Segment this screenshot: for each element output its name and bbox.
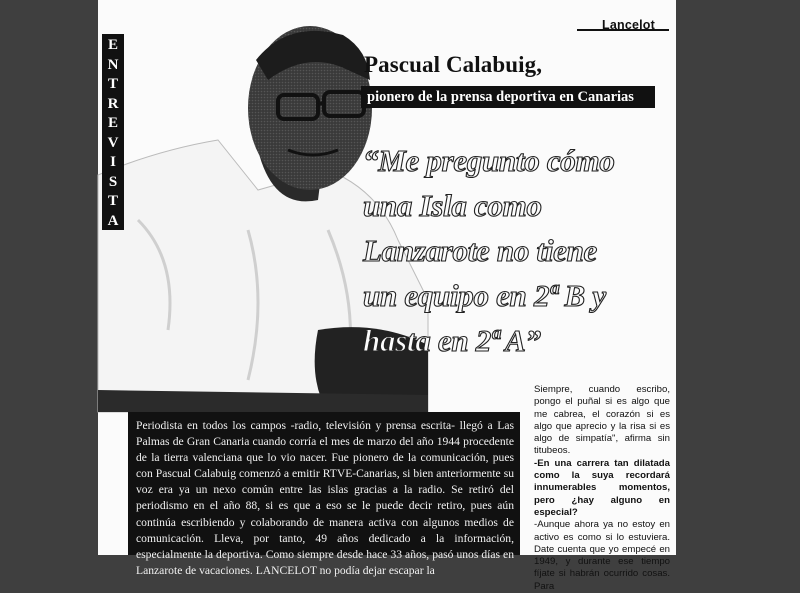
quote-line: un equipo en 2ª B y bbox=[363, 278, 606, 313]
quote-line: hasta en 2ª A” bbox=[363, 323, 541, 358]
section-tag-letter: R bbox=[107, 95, 119, 112]
magazine-page bbox=[98, 0, 676, 592]
quote-line: Lanzarote no tiene bbox=[363, 233, 598, 268]
pull-quote bbox=[363, 138, 663, 363]
section-tag-letter: S bbox=[108, 173, 118, 190]
body-paragraph: -Aunque ahora ya no estoy en activo es como si lo estuviera. Date cuenta que yo empecé en 1949, y durante ese tiempo fíjate si habrán ocurrido cosas. Para bbox=[534, 519, 670, 592]
section-tag-letter: N bbox=[107, 56, 119, 73]
interview-question: -En una carrera tan dilatada como la suya recordará innumerables momentos, pero ¿hay alguno en especial? bbox=[534, 457, 670, 518]
magazine-name: Lancelot bbox=[602, 18, 655, 32]
section-tag-letter: E bbox=[107, 37, 118, 53]
section-tag-letter: T bbox=[107, 76, 118, 92]
quote-line: “Me pregunto cómo bbox=[363, 143, 615, 178]
intro-box bbox=[128, 412, 520, 577]
section-tag-letter: I bbox=[110, 154, 116, 170]
quote-line: una Isla como bbox=[363, 188, 542, 223]
intro-text: Periodista en todos los campos -radio, televisión y prensa escrita- llegó a Las Palmas de Gran Canaria cuando corría el mes de marzo del año 1944 procedente de la tierra valenciana que lo vio nacer. Fue pionero de la comunicación, pues con Pascual Calabuig comenzó a emitir RTVE-Canarias, si bien anteriormente su voz era ya un nexo común entre las islas gracias a la radio. Se retiró del periodismo en el año 88, si es que a eso se le puede decir retiro, pues aún continúa escribiendo y colaborando de manera activa con algunos medios de comunicación. Lleva, por tanto, 49 años dedicado a la información, especialmente la deportiva. Como siempre desde hace 33 años, pasó unos días en Lanzarote de vacaciones. LANCELOT no podía dejar escapar la bbox=[136, 419, 514, 577]
section-tag-letter: A bbox=[107, 212, 119, 229]
headline-name: Pascual Calabuig, bbox=[364, 52, 543, 77]
body-column-right bbox=[534, 384, 670, 593]
body-paragraph: Siempre, cuando escribo, pongo el puñal si es algo que me cabrea, el corazón si es algo que aprecio y la risa si es algo de simpatía", afirma sin titubeos. bbox=[534, 384, 670, 457]
section-tag-letter: E bbox=[107, 115, 118, 131]
section-tag bbox=[102, 34, 124, 230]
section-tag-letter: T bbox=[107, 193, 118, 209]
section-tag-letter: V bbox=[107, 134, 119, 151]
headline-subtitle: pionero de la prensa deportiva en Canarias bbox=[361, 86, 655, 108]
